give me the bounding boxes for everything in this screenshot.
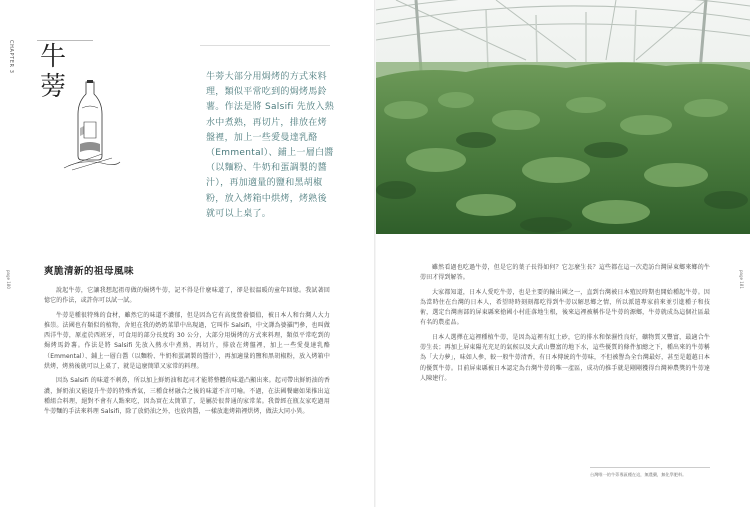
folio-left: page 180 xyxy=(6,270,11,289)
right-paragraph: 日本人選擇在這裡種植牛蒡，是因為這裡有紅土砂，它的排水和保濕性良好，礦物質又豐富，最適合牛蒡生長；再加上屏東陽光充足的氣候以及大武山豐富的地下水，這些優質的條件加總之下，種出來的牛蒡稱為「大力夢」，味如人參，較一般牛蒡清香，有日本傳統的牛蒡味，不但被譽為全台灣最好，甚至是超越日本的優質牛蒡。目前屏東縣被日本認定為台灣牛蒡的唯一產區，成功的推手就是剛剛獲得台灣神農獎的牛蒡達人陳建行。 xyxy=(420,333,710,382)
caption-rule xyxy=(590,467,710,468)
section-heading: 爽脆清新的祖母風味 xyxy=(44,266,135,277)
folio-right: page 181 xyxy=(739,270,744,289)
left-body xyxy=(44,286,330,422)
right-body xyxy=(420,263,710,388)
right-paragraph: 大家都知道，日本人愛吃牛蒡，也是主要的輸出國之一，直到台灣被日本殖民時期也開始種起牛蒡。因為當時住在台灣的日本人，希望時時刻刻都吃得到牛蒡以解思鄉之情，所以派遣專家前來並引進種子和技術，選定台灣南部的屏東縣來搶國小村莊落地生根，後來這裡被稱作是牛蒡的源鄉，牛蒡就成為這個社區最有名的農產品。 xyxy=(420,288,710,327)
left-paragraph: 說起牛蒡，它讓我想起祖母做的焗烤牛蒡，記不得是什麼味道了，卻是很溫暖的童年回憶。我試著回憶它的作法，或許你可以試一試。 xyxy=(44,287,330,305)
bottle-sketch-illustration xyxy=(62,78,122,173)
title-char-1: 牛 xyxy=(40,42,71,72)
photo-caption: 台灣唯一的牛蒡專區種在這，無農藥，無化學肥料。 xyxy=(590,472,687,477)
left-paragraph: 因為 Salsifi 的味道不刺鼻，所以加上鮮奶油和起司才能將整體的味道凸顯出來。起司帶出鮮奶油的香濃，鮮奶油又能提升牛蒡的特殊香氣，三種食材融合之後的味道不言可喻。不過，在法國餐廳如果推出這種組合料理，絕對不會有人點來吃，因為實在太簡單了，是屬於很普通的家常菜。我曾經在瓶友家吃過用牛蒡麵的手法來料理 Salsifi，除了放奶油之外，也放肉醬，一樣放進烤箱裡烘烤，做法大同小異。 xyxy=(44,377,330,416)
intro-rule xyxy=(200,45,330,46)
title-rule xyxy=(37,40,93,41)
burdock-field-image xyxy=(376,0,750,234)
chapter-tab: CHAPTER 3 xyxy=(8,40,14,74)
left-paragraph: 牛蒡是種很特殊的食材，雖然它的味道不濃郁，但是因為它有高度營養價值，被日本人和台灣人大力推崇。法國也有類似的植物，舍妲在我的奶奶菜單中出現過，它叫作 Salsifi，中文譯為婆羅門參，也叫做西洋牛蒡，原產於西班牙，可食用的部分長度約 30 公分，大部分用焗烤的方式來料理，類似平常吃到的焗烤馬鈴薯。作法是將 Salsifi 先放入熱水中煮熟，再切片，排放在烤盤裡，加上一些愛曼達乳酪（Emmental）、鋪上一層白醬（以麵粉、牛奶和蛋調製的醬汁），再加適量的鹽和黑胡椒粉，放入烤箱中烘烤，烤熟後就可以上桌了，就是這麼簡單又家常的料理。 xyxy=(44,311,330,371)
right-paragraph: 雖然看過也吃過牛蒡，但是它的葉子長得如何？它怎麼生長？這些都在這一次造訪台灣屏東鄉來鄉的牛蒡田才得到解答。 xyxy=(420,264,710,282)
greenhouse-photo xyxy=(376,0,750,234)
title-char-2: 蒡 xyxy=(40,72,71,102)
intro-text: 牛蒡大部分用焗烤的方式來料理，類似平常吃到的焗烤馬鈴薯。作法是將 Salsifi 先放入熱水中煮熟，再切片，排放在烤盤裡，加上一些愛曼達乳酪（Emmental）、鋪上一層白醬（以麵粉、牛奶和蛋調製的醬汁），再加適量的鹽和黑胡椒粉，放入烤箱中烘烤，烤熟後就可以上桌了。 xyxy=(206,72,335,219)
